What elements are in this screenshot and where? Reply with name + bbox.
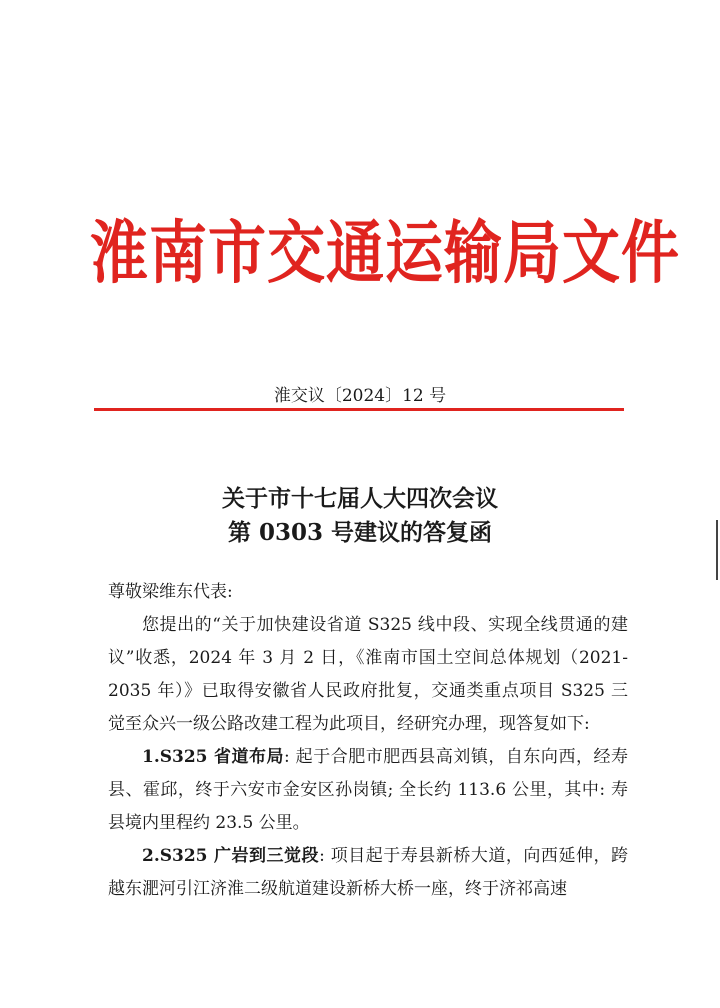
item-1-text: : 起于合肥市肥西县高刘镇，自东向西，经寿县、霍邱，终于六安市金安区孙岗镇; 全长约 113.6 公里，其中: 寿县境内里程约 23.5 公里。 bbox=[108, 747, 628, 833]
title-line-2: 第 0303 号建议的答复函 bbox=[227, 519, 493, 546]
item-2 bbox=[108, 840, 628, 906]
scan-edge-mark bbox=[716, 520, 718, 580]
item-1-heading: 1.S325 省道布局 bbox=[142, 747, 285, 767]
item-2-heading: 2.S325 广岩到三觉段 bbox=[142, 846, 320, 866]
salutation: 尊敬梁维东代表: bbox=[108, 582, 233, 602]
red-divider bbox=[94, 408, 624, 411]
document-body bbox=[108, 576, 628, 906]
item-2-text: : 项目起于寿县新桥大道，向西延伸，跨越东淝河引江济淮二级航道建设新桥大桥一座，终于济祁高速 bbox=[108, 846, 628, 899]
paragraph-1: 您提出的“关于加快建设省道 S325 线中段、实现全线贯通的建议”收悉，2024 年 3 月 2 日，《淮南市国土空间总体规划（2021-2035 年）》已取得安徽省人民政府批复，交通类重点项目 S325 三觉至众兴一级公路改建工程为此项目，经研究办理，现答复如下: bbox=[108, 615, 628, 734]
document-masthead: 淮南市交通运输局文件 bbox=[90, 212, 681, 294]
title-line-1: 关于市十七届人大四次会议 bbox=[222, 485, 498, 512]
document-number: 淮交议〔2024〕12 号 bbox=[273, 386, 447, 406]
item-1 bbox=[108, 741, 628, 840]
document-title bbox=[0, 482, 720, 550]
